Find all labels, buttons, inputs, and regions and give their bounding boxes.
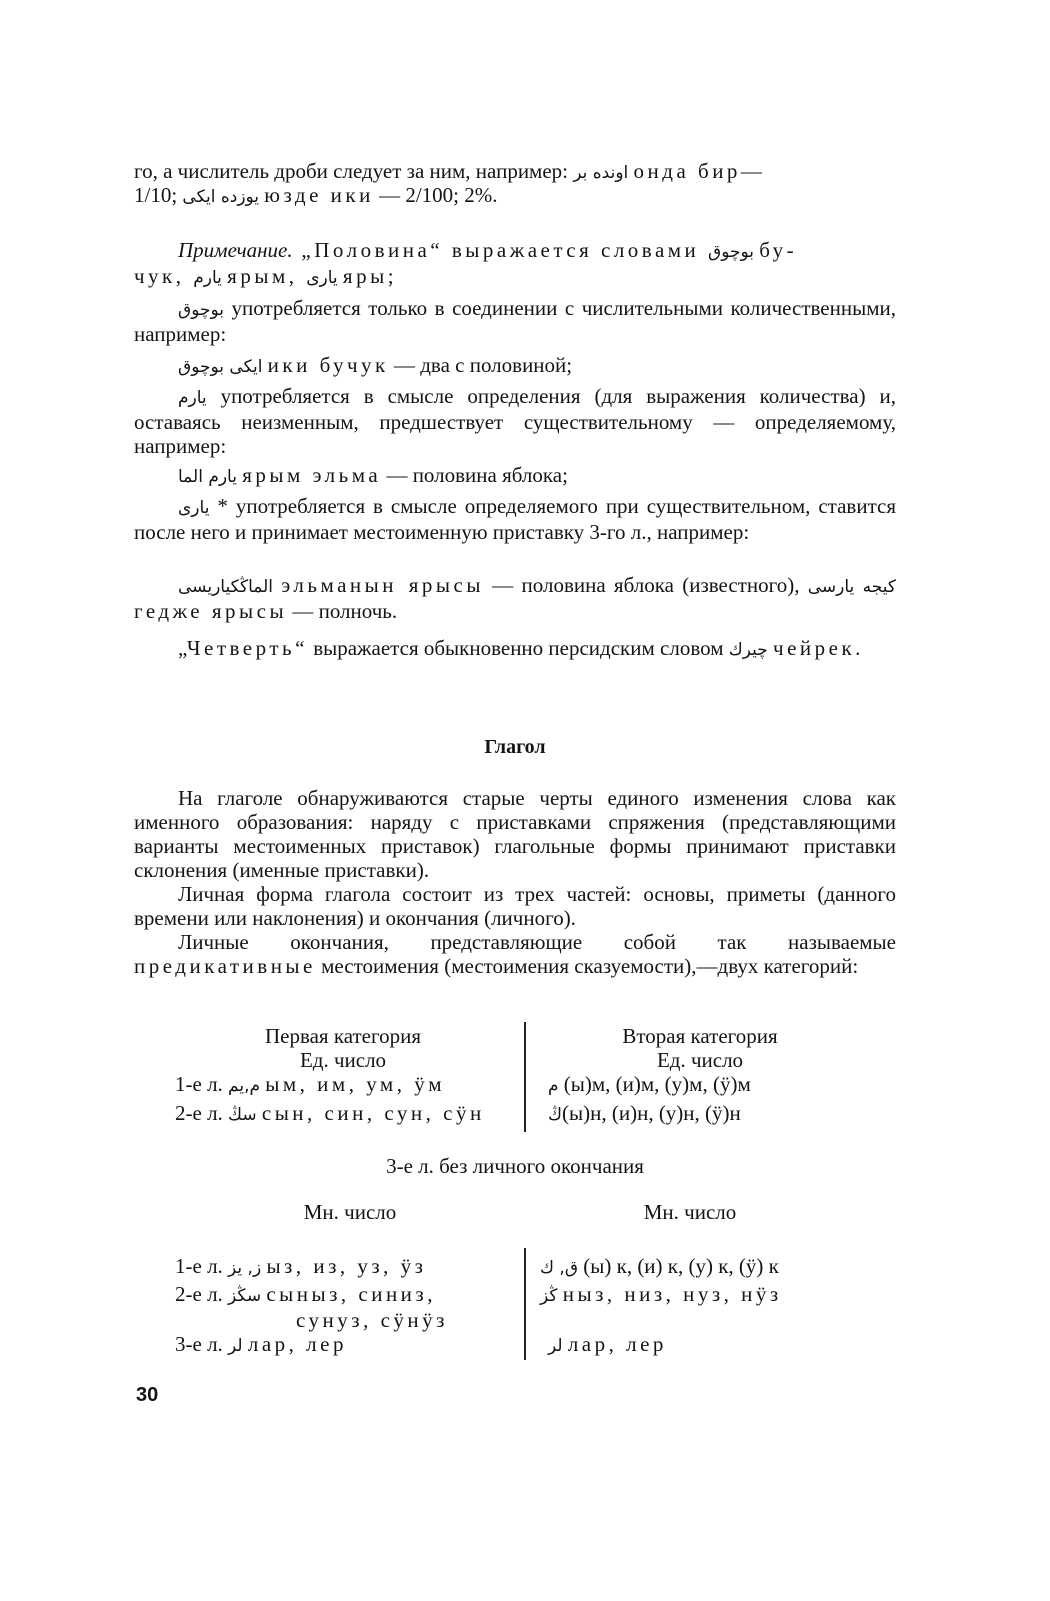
verb-paragraph-1 [134, 786, 896, 882]
arabic-suffix: سڭز [228, 1286, 262, 1306]
plural-label-left [220, 1200, 480, 1224]
arabic-suffix: ڭز [540, 1286, 558, 1306]
pl-row-2-right [540, 1282, 782, 1308]
pl-row-1-left [175, 1254, 426, 1280]
text: На глаголе обнаруживаются старые черты единого изменения слова как именного образования: наряду с приставками спряжения (представляющими варианты местоименных приставок) глагольные формы принимают приставки склонения (именные приставки). [134, 786, 896, 882]
transliteration: эльманын ярысы [272, 573, 484, 597]
arabic-suffix: لر [228, 1336, 243, 1356]
intro-line-1 [134, 159, 896, 185]
verb-paragraph-2 [134, 882, 896, 930]
pl-row-1-right [540, 1254, 779, 1280]
arabic-word: يارى [306, 268, 338, 288]
note-paragraph [134, 238, 896, 290]
text: употребляется только в соединении с числительными количественными, например: [134, 296, 896, 346]
text: местоимения (местоимения сказуемости),—двух категорий: [315, 954, 859, 978]
arabic-word: يوزده ايكى [182, 187, 260, 207]
column-divider-plural [524, 1248, 526, 1360]
transliteration: ярым эльма [236, 463, 382, 487]
text: лар, лер [562, 1332, 667, 1356]
arabic-word: يارم [193, 268, 222, 288]
page-number: 30 [136, 1384, 159, 1406]
text: — половина яблока (известного), [483, 573, 808, 597]
text: ым, им, ум, ӱм [260, 1072, 446, 1096]
pl-row-3-left [175, 1332, 347, 1358]
text: 1-е л. [175, 1254, 229, 1278]
section-heading: Глагол [484, 736, 546, 758]
category-1-header [180, 1024, 506, 1072]
sg-row-2-left [175, 1101, 485, 1127]
text: употребляется в смысле определения (для выражения количества) и, оставаясь неизменным, предшествует существительному — определяемому, например: [134, 384, 896, 458]
arabic-word: ايكى بوچوق [178, 357, 263, 377]
text: (ы) к, (и) к, (у) к, (ӱ) к [578, 1254, 779, 1278]
arabic-suffix: سڭ [228, 1105, 257, 1125]
arabic-suffix: م [548, 1076, 559, 1096]
number-label: Мн. число [643, 1200, 737, 1224]
category-title: Первая категория [264, 1024, 421, 1048]
text: — полночь. [287, 599, 398, 623]
text: лар, лер [242, 1332, 347, 1356]
text: * употребляется в смысле определяемого при существительном, ставится после него и принимает местоименную приставку 3-го л., например: [134, 494, 896, 544]
transliteration: юзде ики [259, 183, 374, 207]
arabic-suffix: ڭ [548, 1105, 563, 1125]
arabic-suffix: ق, ك [540, 1258, 579, 1278]
column-divider-singular [524, 1022, 526, 1132]
note-label: Примечание. [178, 238, 293, 262]
text: сын, син, сун, сӱн [256, 1101, 485, 1125]
pl-row-2-left-cont [296, 1308, 448, 1332]
example-2 [134, 463, 896, 489]
arabic-word: بوچوق [708, 242, 755, 262]
arabic-word: يارم الما [178, 467, 237, 487]
example-3 [134, 573, 896, 623]
example-1 [134, 353, 896, 379]
buchuk-paragraph [134, 296, 896, 346]
text: чук, [134, 264, 194, 288]
text: — половина яблока; [381, 463, 568, 487]
spaced-term: предикативные [134, 954, 316, 978]
text: 2-е л. [175, 1282, 229, 1306]
text: го, а числитель дроби следует за ним, например: [134, 159, 574, 183]
yarym-paragraph [134, 384, 896, 458]
text: 2-е л. [175, 1101, 229, 1125]
arabic-word: چيرك [728, 640, 768, 660]
third-person-note [134, 1154, 896, 1178]
text: сыныз, синиз, [261, 1282, 436, 1306]
text: (ы)м, (и)м, (у)м, (ӱ)м [558, 1072, 751, 1096]
text: „Половина“ выражается словами [292, 238, 709, 262]
text: ярым, [221, 264, 307, 288]
arabic-suffix: لر [548, 1336, 563, 1356]
category-2-header [540, 1024, 860, 1072]
text: Личная форма глагола состоит из трех частей: основы, приметы (данного времени или наклонения) и окончания (личного). [134, 882, 896, 930]
arabic-word: اونده بر [573, 163, 629, 183]
text: сунуз, сӱнӱз [296, 1308, 448, 1332]
category-title: Вторая категория [622, 1024, 778, 1048]
text: „Четверть“ [178, 636, 308, 660]
transliteration: ики бучук [262, 353, 389, 377]
number-label: Мн. число [303, 1200, 397, 1224]
transliteration: чейрек. [767, 636, 864, 660]
text: 1/10; [134, 183, 183, 207]
quarter-paragraph [134, 636, 896, 662]
arabic-word: يارم [178, 388, 207, 408]
text: — 2/100; 2%. [373, 183, 498, 207]
text: 3-е л. без личного окончания [386, 1154, 644, 1178]
text: — два с половиной; [388, 353, 573, 377]
transliteration: онда бир— [633, 159, 766, 183]
transliteration: гедже ярысы [134, 599, 288, 623]
arabic-word: كيجه يارسى [807, 577, 896, 597]
arabic-word: الماڭكياريسى [178, 577, 273, 597]
yary-paragraph [134, 494, 896, 544]
arabic-suffix: ز, يز [228, 1258, 262, 1278]
text: бу- [754, 238, 798, 262]
number-label: Ед. число [656, 1048, 744, 1072]
pl-row-3-right [548, 1332, 667, 1358]
intro-line-2 [134, 183, 896, 209]
sg-row-2-right [548, 1101, 741, 1127]
sg-row-1-right [548, 1072, 751, 1098]
plural-label-right [560, 1200, 820, 1224]
arabic-word: بوچوق [178, 300, 224, 320]
text: (ы)н, (и)н, (у)н, (ӱ)н [562, 1101, 741, 1125]
text: 3-е л. [175, 1332, 229, 1356]
text: ыз, из, уз, ӱз [261, 1254, 427, 1278]
arabic-suffix: م,يم [228, 1076, 261, 1096]
text: выражается обыкновенно персидским словом [307, 636, 729, 660]
arabic-word: يارى [178, 498, 210, 518]
text: 1-е л. [175, 1072, 229, 1096]
verb-paragraph-3 [134, 930, 896, 978]
number-label: Ед. число [299, 1048, 387, 1072]
text: яры; [337, 264, 398, 288]
text: ныз, низ, нуз, нӱз [557, 1282, 782, 1306]
text: Личные окончания, представляющие собой так называемые [178, 930, 896, 954]
sg-row-1-left [175, 1072, 445, 1098]
pl-row-2-left [175, 1282, 436, 1308]
